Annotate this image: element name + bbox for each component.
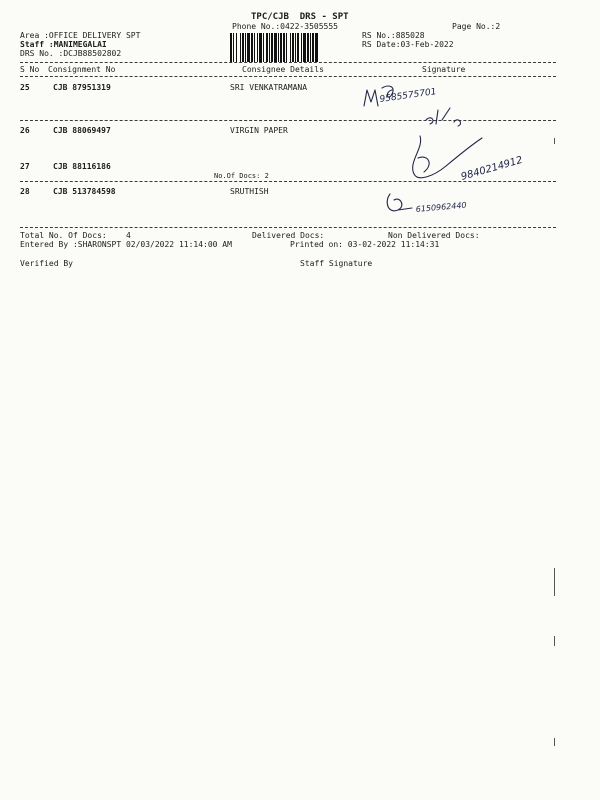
divider (20, 76, 556, 77)
svg-text:9840214912: 9840214912 (459, 154, 524, 183)
svg-text:9585575701: 9585575701 (379, 87, 438, 105)
printed-on: Printed on: 03-02-2022 11:14:31 (290, 240, 440, 249)
drs-number: DRS No. :DCJB88502802 (20, 49, 122, 58)
scan-mark (554, 738, 555, 746)
row-consignment: CJB 87951319 (53, 83, 111, 92)
row-consignment: CJB 88069497 (53, 126, 111, 135)
page-title: TPC/CJB DRS - SPT (251, 12, 349, 22)
row-consignee: SRUTHISH (230, 187, 269, 196)
non-delivered-docs: Non Delivered Docs: (388, 231, 480, 240)
row-sno: 27 (20, 162, 30, 171)
column-sno: S No (20, 65, 40, 74)
scan-mark (554, 636, 555, 646)
row-sno: 28 (20, 187, 30, 196)
scan-mark (554, 568, 555, 596)
divider (20, 227, 556, 228)
signature-row-28 (382, 188, 502, 218)
rs-number: RS No.:885028 (362, 31, 425, 40)
row-consignee: VIRGIN PAPER (230, 126, 288, 135)
row-note: No.Of Docs: 2 (214, 172, 269, 180)
phone-number: Phone No.:0422-3505555 (232, 22, 338, 31)
verified-by: Verified By (20, 259, 73, 268)
area-label: Area :OFFICE DELIVERY SPT (20, 31, 141, 40)
row-sno: 25 (20, 83, 30, 92)
total-docs: Total No. Of Docs: 4 (20, 231, 131, 240)
signature-row-26 (400, 128, 580, 188)
divider (20, 62, 556, 63)
row-consignee: SRI VENKATRAMANA (230, 83, 308, 92)
row-consignment: CJB 513784598 (53, 187, 116, 196)
scan-mark (554, 138, 555, 144)
staff-signature: Staff Signature (300, 259, 373, 268)
staff-label: Staff :MANIMEGALAI (20, 40, 107, 49)
delivered-docs: Delivered Docs: (252, 231, 325, 240)
barcode (230, 33, 354, 62)
row-consignment: CJB 88116186 (53, 162, 111, 171)
row-sno: 26 (20, 126, 30, 135)
svg-text:6150962440: 6150962440 (415, 200, 467, 214)
signature-row-25 (358, 80, 488, 126)
rs-date: RS Date:03-Feb-2022 (362, 40, 454, 49)
entered-by: Entered By :SHARONSPT 02/03/2022 11:14:00 AM (20, 240, 232, 249)
column-signature: Signature (422, 65, 466, 74)
column-consignee: Consignee Details (242, 65, 324, 74)
page-number: Page No.:2 (452, 22, 501, 31)
column-consignment: Consignment No (48, 65, 116, 74)
